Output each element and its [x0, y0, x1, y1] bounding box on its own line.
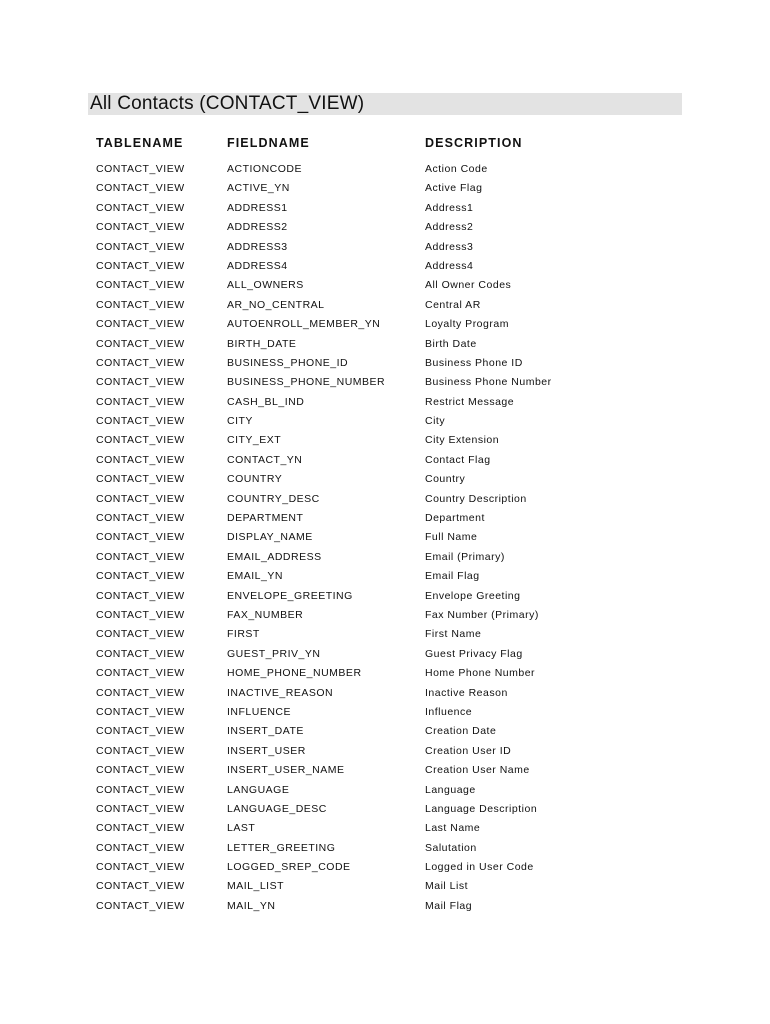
fieldname-cell: COUNTRY: [227, 473, 283, 486]
fieldname-cell: DISPLAY_NAME: [227, 531, 313, 544]
tablename-cell: CONTACT_VIEW: [96, 182, 185, 195]
tablename-cell: CONTACT_VIEW: [96, 356, 185, 369]
table-row: [0, 257, 770, 276]
description-cell: Last Name: [425, 822, 481, 835]
table-row: [0, 528, 770, 547]
table-row: [0, 509, 770, 528]
tablename-cell: CONTACT_VIEW: [96, 880, 185, 893]
table-row: [0, 335, 770, 354]
tablename-cell: CONTACT_VIEW: [96, 608, 185, 621]
table-row: [0, 839, 770, 858]
description-cell: Language: [425, 783, 476, 796]
fieldname-cell: BIRTH_DATE: [227, 337, 297, 350]
table-row: [0, 548, 770, 567]
table-row: [0, 160, 770, 179]
fieldname-cell: BUSINESS_PHONE_NUMBER: [227, 376, 386, 389]
tablename-cell: CONTACT_VIEW: [96, 415, 185, 428]
description-cell: Guest Privacy Flag: [425, 647, 523, 660]
description-cell: Restrict Message: [425, 395, 515, 408]
table-row: [0, 451, 770, 470]
description-cell: Address3: [425, 240, 474, 253]
description-cell: Birth Date: [425, 337, 477, 350]
description-cell: Mail Flag: [425, 899, 473, 912]
tablename-cell: CONTACT_VIEW: [96, 453, 185, 466]
fieldname-cell: INSERT_USER_NAME: [227, 764, 345, 777]
fieldname-cell: FIRST: [227, 628, 260, 641]
table-row: [0, 703, 770, 722]
table-row: [0, 296, 770, 315]
tablename-cell: CONTACT_VIEW: [96, 802, 185, 815]
fieldname-cell: HOME_PHONE_NUMBER: [227, 667, 362, 680]
tablename-cell: CONTACT_VIEW: [96, 434, 185, 447]
table-row: [0, 238, 770, 257]
tablename-cell: CONTACT_VIEW: [96, 570, 185, 583]
table-row: [0, 858, 770, 877]
description-cell: Influence: [425, 705, 473, 718]
table-row: [0, 742, 770, 761]
fieldname-cell: INACTIVE_REASON: [227, 686, 334, 699]
description-cell: Address2: [425, 221, 474, 234]
description-cell: Home Phone Number: [425, 667, 536, 680]
tablename-cell: CONTACT_VIEW: [96, 589, 185, 602]
table-row: [0, 218, 770, 237]
fieldname-cell: BUSINESS_PHONE_ID: [227, 356, 349, 369]
description-cell: Address1: [425, 201, 474, 214]
description-cell: Email Flag: [425, 570, 480, 583]
description-cell: City: [425, 415, 446, 428]
tablename-cell: CONTACT_VIEW: [96, 240, 185, 253]
header-fieldname: FIELDNAME: [227, 136, 310, 150]
fieldname-cell: INSERT_DATE: [227, 725, 304, 738]
tablename-cell: CONTACT_VIEW: [96, 337, 185, 350]
fieldname-cell: LETTER_GREETING: [227, 841, 336, 854]
description-cell: Loyalty Program: [425, 318, 509, 331]
description-cell: Mail List: [425, 880, 469, 893]
tablename-cell: CONTACT_VIEW: [96, 841, 185, 854]
description-cell: Creation User Name: [425, 764, 530, 777]
table-row: [0, 431, 770, 450]
tablename-cell: CONTACT_VIEW: [96, 705, 185, 718]
description-cell: Business Phone ID: [425, 356, 523, 369]
fieldname-cell: ALL_OWNERS: [227, 279, 304, 292]
tablename-cell: CONTACT_VIEW: [96, 667, 185, 680]
table-row: [0, 761, 770, 780]
header-description: DESCRIPTION: [425, 136, 523, 150]
table-header-row: [0, 134, 770, 152]
table-row: [0, 877, 770, 896]
table-row: [0, 645, 770, 664]
description-cell: Salutation: [425, 841, 477, 854]
description-cell: Inactive Reason: [425, 686, 508, 699]
fieldname-cell: EMAIL_YN: [227, 570, 283, 583]
fieldname-cell: CITY: [227, 415, 253, 428]
description-cell: Envelope Greeting: [425, 589, 521, 602]
tablename-cell: CONTACT_VIEW: [96, 686, 185, 699]
description-cell: Action Code: [425, 163, 488, 175]
tablename-cell: CONTACT_VIEW: [96, 550, 185, 563]
description-cell: Full Name: [425, 531, 478, 544]
fieldname-cell: MAIL_YN: [227, 899, 276, 912]
table-row: [0, 276, 770, 295]
page-title: All Contacts (CONTACT_VIEW): [90, 93, 365, 114]
description-cell: Fax Number (Primary): [425, 608, 539, 621]
table-row: [0, 373, 770, 392]
page-title-bar: [88, 93, 682, 115]
description-cell: All Owner Codes: [425, 279, 512, 292]
table-row: [0, 606, 770, 625]
description-cell: Language Description: [425, 802, 538, 815]
table-row: [0, 567, 770, 586]
table-row: [0, 722, 770, 741]
description-cell: First Name: [425, 628, 482, 641]
description-cell: Active Flag: [425, 182, 483, 195]
table-row: [0, 819, 770, 838]
table-row: [0, 470, 770, 489]
tablename-cell: CONTACT_VIEW: [96, 628, 185, 641]
tablename-cell: CONTACT_VIEW: [96, 822, 185, 835]
table-row: [0, 897, 770, 916]
tablename-cell: CONTACT_VIEW: [96, 163, 185, 175]
fieldname-cell: CONTACT_YN: [227, 453, 303, 466]
fieldname-cell: DEPARTMENT: [227, 512, 304, 525]
fieldname-cell: ENVELOPE_GREETING: [227, 589, 353, 602]
tablename-cell: CONTACT_VIEW: [96, 318, 185, 331]
table-row: [0, 354, 770, 373]
tablename-cell: CONTACT_VIEW: [96, 783, 185, 796]
description-cell: Contact Flag: [425, 453, 491, 466]
table-row: [0, 412, 770, 431]
table-row: [0, 625, 770, 644]
description-cell: Business Phone Number: [425, 376, 552, 389]
description-cell: Creation User ID: [425, 744, 512, 757]
header-tablename: TABLENAME: [96, 136, 184, 150]
fieldname-cell: CITY_EXT: [227, 434, 282, 447]
fieldname-cell: LOGGED_SREP_CODE: [227, 861, 351, 874]
fieldname-cell: FAX_NUMBER: [227, 608, 304, 621]
table-row: [0, 800, 770, 819]
tablename-cell: CONTACT_VIEW: [96, 376, 185, 389]
tablename-cell: CONTACT_VIEW: [96, 298, 185, 311]
fieldname-cell: INFLUENCE: [227, 705, 292, 718]
description-cell: Central AR: [425, 298, 481, 311]
fieldname-cell: CASH_BL_IND: [227, 395, 305, 408]
table-row: [0, 684, 770, 703]
fieldname-cell: LANGUAGE_DESC: [227, 802, 327, 815]
fieldname-cell: LAST: [227, 822, 256, 835]
table-body: [0, 160, 770, 916]
fieldname-cell: ADDRESS4: [227, 259, 288, 272]
table-row: [0, 664, 770, 683]
table-row: [0, 781, 770, 800]
tablename-cell: CONTACT_VIEW: [96, 221, 185, 234]
fieldname-cell: LANGUAGE: [227, 783, 290, 796]
tablename-cell: CONTACT_VIEW: [96, 647, 185, 660]
tablename-cell: CONTACT_VIEW: [96, 725, 185, 738]
description-cell: City Extension: [425, 434, 500, 447]
tablename-cell: CONTACT_VIEW: [96, 899, 185, 912]
fieldname-cell: ACTIVE_YN: [227, 182, 290, 195]
description-cell: Logged in User Code: [425, 861, 534, 874]
description-cell: Country Description: [425, 492, 527, 505]
fieldname-cell: EMAIL_ADDRESS: [227, 550, 322, 563]
fieldname-cell: GUEST_PRIV_YN: [227, 647, 321, 660]
tablename-cell: CONTACT_VIEW: [96, 395, 185, 408]
tablename-cell: CONTACT_VIEW: [96, 531, 185, 544]
fieldname-cell: ACTIONCODE: [227, 163, 303, 175]
table-row: [0, 179, 770, 198]
tablename-cell: CONTACT_VIEW: [96, 744, 185, 757]
description-cell: Email (Primary): [425, 550, 505, 563]
table-row: [0, 315, 770, 334]
table-row: [0, 587, 770, 606]
table-row: [0, 393, 770, 412]
fieldname-cell: AR_NO_CENTRAL: [227, 298, 325, 311]
fieldname-cell: COUNTRY_DESC: [227, 492, 320, 505]
tablename-cell: CONTACT_VIEW: [96, 861, 185, 874]
fieldname-cell: ADDRESS1: [227, 201, 288, 214]
description-cell: Address4: [425, 259, 474, 272]
table-row: [0, 490, 770, 509]
tablename-cell: CONTACT_VIEW: [96, 259, 185, 272]
fieldname-cell: AUTOENROLL_MEMBER_YN: [227, 318, 381, 331]
description-cell: Creation Date: [425, 725, 497, 738]
tablename-cell: CONTACT_VIEW: [96, 473, 185, 486]
fieldname-cell: ADDRESS3: [227, 240, 288, 253]
fieldname-cell: INSERT_USER: [227, 744, 306, 757]
table-row: [0, 199, 770, 218]
tablename-cell: CONTACT_VIEW: [96, 279, 185, 292]
tablename-cell: CONTACT_VIEW: [96, 201, 185, 214]
fieldname-cell: ADDRESS2: [227, 221, 288, 234]
tablename-cell: CONTACT_VIEW: [96, 764, 185, 777]
tablename-cell: CONTACT_VIEW: [96, 512, 185, 525]
fieldname-cell: MAIL_LIST: [227, 880, 285, 893]
description-cell: Department: [425, 512, 485, 525]
tablename-cell: CONTACT_VIEW: [96, 492, 185, 505]
description-cell: Country: [425, 473, 466, 486]
